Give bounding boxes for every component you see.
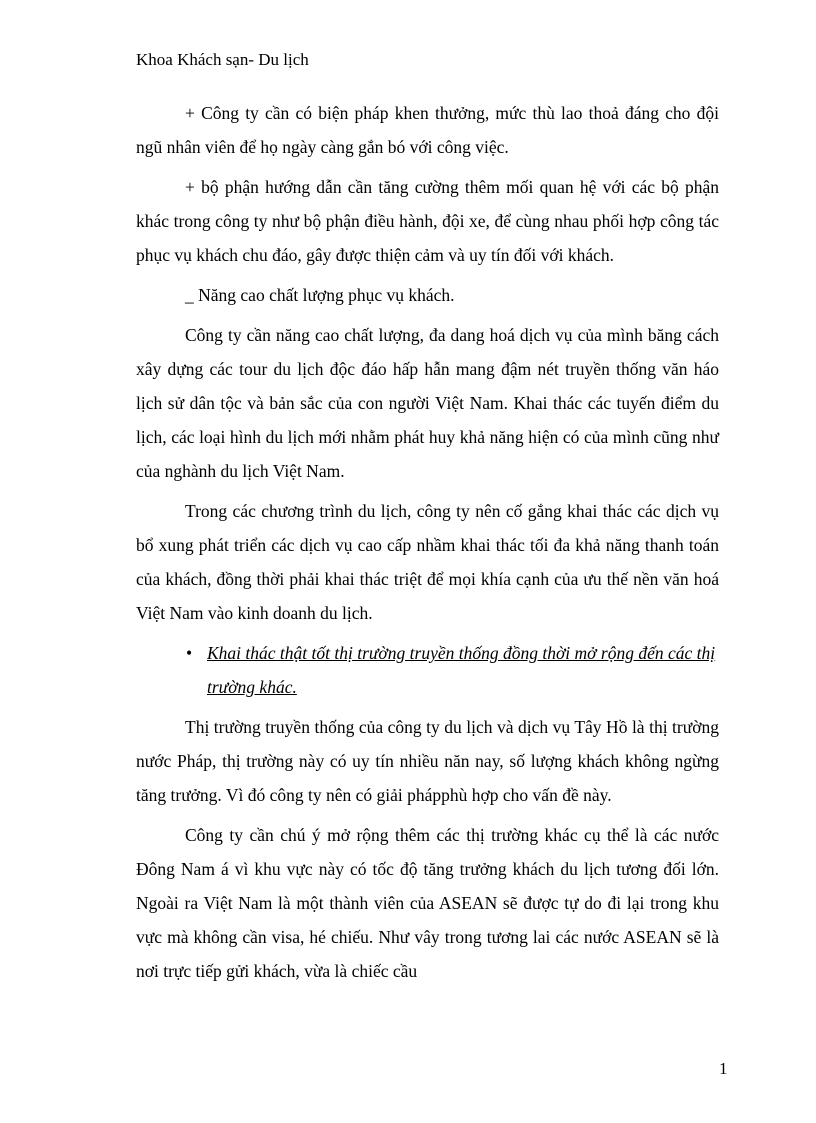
page-header: Khoa Khách sạn- Du lịch (136, 50, 309, 69)
paragraph-reward-policy: + Công ty cần có biện pháp khen thưởng, mức thù lao thoả đáng cho đội ngũ nhân viên để họ ngày càng gắn bó với công việc. (136, 103, 719, 157)
bullet-marker: • (186, 643, 193, 663)
paragraph-expand-markets: Công ty cần chú ý mở rộng thêm các thị trường khác cụ thể là các nước Đông Nam á vì khu vực này có tốc độ tăng trưởng khách du lịch tương đối lớn. Ngoài ra Việt Nam là một thành viên của ASEAN sẽ được tự do đi lại trong khu vực mà không cần visa, hé chiếu. Như vây trong tương lai các nước ASEAN sẽ là nơi trực tiếp gửi khách, vừa là chiếc cầu (136, 825, 719, 981)
paragraph-guide-department: + bộ phận hướng dẫn cần tăng cường thêm mối quan hệ với các bộ phận khác trong công ty như bộ phận điều hành, đội xe, để cùng nhau phối hợp công tác phục vụ khách chu đáo, gây được thiện cảm và uy tín đối với khách. (136, 177, 719, 265)
page-number: 1 (719, 1059, 728, 1078)
paragraph-improve-quality: Công ty cần năng cao chất lượng, đa dang hoá dịch vụ của mình băng cách xây dựng các tour du lịch độc đáo hấp hẫn mang đậm nét truyền thống văn háo lịch sử dân tộc và bản sắc của con người Việt Nam. Khai thác các tuyến điểm du lịch, các loại hình du lịch mới nhằm phát huy khả năng hiện có của mình cũng như của nghành du lịch Việt Nam. (136, 325, 719, 481)
document-body (136, 96, 719, 994)
bullet-item-markets (136, 636, 719, 704)
paragraph-tour-programs: Trong các chương trình du lịch, công ty nên cố gắng khai thác các dịch vụ bổ xung phát triển các dịch vụ cao cấp nhầm khai thác tối đa khả năng thanh toán của khách, đồng thời phải khai thác triệt để mọi khía cạnh của ưu thế nền văn hoá Việt Nam vào kinh doanh du lịch. (136, 501, 719, 623)
bullet-text: Khai thác thật tốt thị trường truyền thống đồng thời mở rộng đến các thị trường khác. (207, 643, 716, 697)
paragraph-service-quality-heading: _ Năng cao chất lượng phục vụ khách. (185, 285, 455, 305)
paragraph-traditional-market: Thị trường truyền thống của công ty du lịch và dịch vụ Tây Hồ là thị trường nước Pháp, thị trường này có uy tín nhiều năn nay, số lượng khách không ngừng tăng trưởng. Vì đó công ty nên có giải phápphù hợp cho vấn đề này. (136, 717, 719, 805)
